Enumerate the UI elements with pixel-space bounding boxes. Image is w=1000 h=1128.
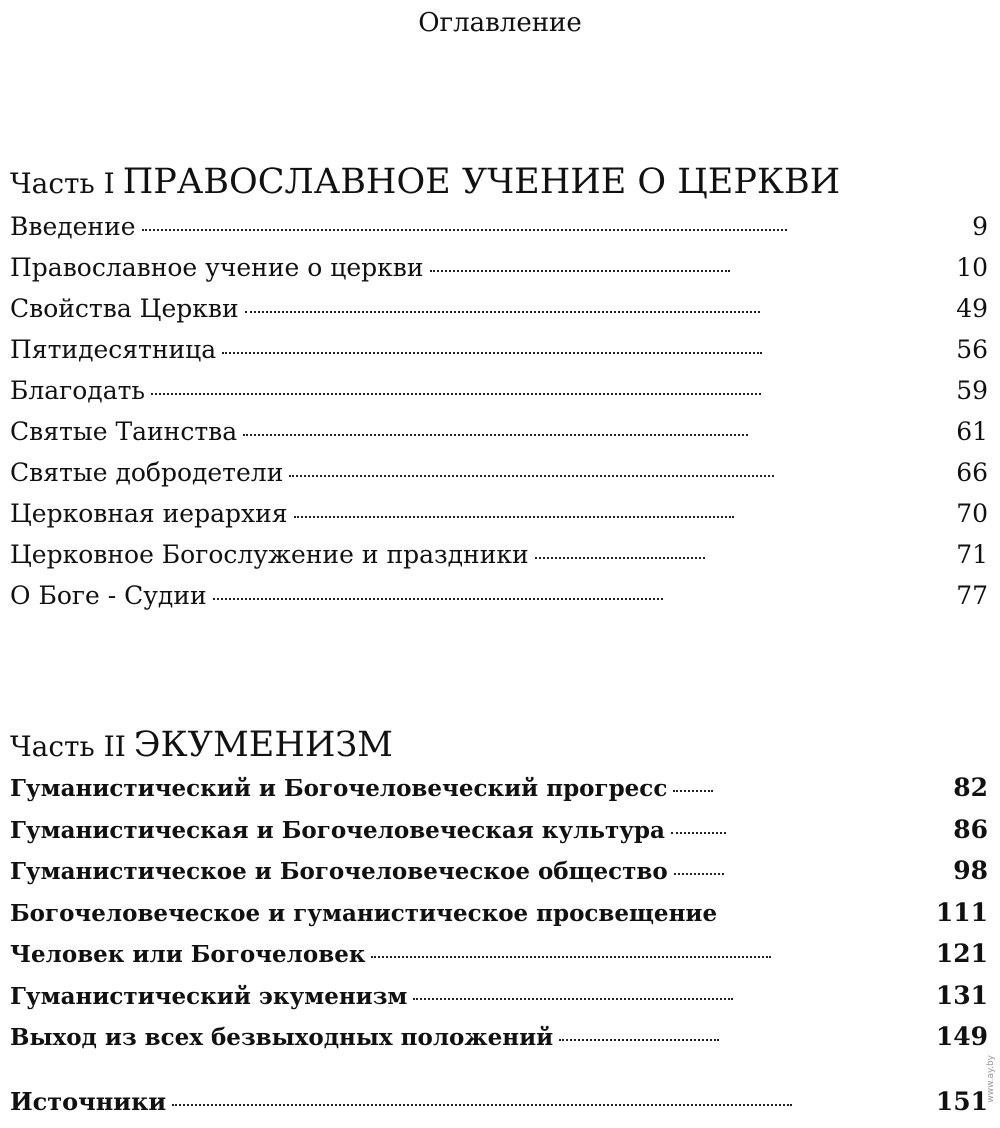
- entry-page: 131: [935, 980, 988, 1010]
- part-2-title: ЭКУМЕНИЗМ: [133, 725, 394, 765]
- toc-entry: [10, 335, 988, 376]
- entry-title: Богочеловеческое и гуманистическое просвещение: [10, 899, 718, 927]
- page-title: Оглавление: [418, 8, 582, 38]
- toc-entry: [10, 898, 988, 940]
- part-1-title: ПРАВОСЛАВНОЕ УЧЕНИЕ О ЦЕРКВИ: [122, 162, 841, 202]
- toc-entry: [10, 939, 988, 981]
- entry-title: Благодать: [10, 376, 146, 405]
- entry-title: Церковное Богослужение и праздники: [10, 540, 529, 569]
- part-2-prefix: Часть II: [10, 730, 126, 763]
- dot-leader: [151, 393, 761, 395]
- dot-leader: [371, 956, 771, 958]
- entry-title: Церковная иерархия: [10, 499, 288, 528]
- toc-entry: [10, 458, 988, 499]
- dot-leader: [245, 311, 760, 313]
- dot-leader: [535, 557, 705, 559]
- entry-page: 151: [935, 1087, 988, 1116]
- part-2-entries: [10, 773, 988, 1064]
- toc-entry: [10, 815, 988, 857]
- toc-entry: [10, 856, 988, 898]
- dot-leader: [142, 229, 787, 231]
- entry-title: Святые Таинства: [10, 417, 238, 446]
- entry-title: Свойства Церкви: [10, 294, 239, 323]
- entry-title: О Боге - Судии: [10, 581, 207, 610]
- entry-page: 71: [956, 540, 988, 569]
- dot-leader: [671, 832, 726, 834]
- toc-entry: [10, 376, 988, 417]
- entry-title: Православное учение о церкви: [10, 253, 424, 282]
- entry-title: Пятидесятница: [10, 335, 217, 364]
- toc-entry: [10, 540, 988, 581]
- entry-title: Введение: [10, 212, 136, 241]
- dot-leader: [674, 873, 724, 875]
- entry-page: 9: [972, 212, 988, 241]
- entry-page: 98: [953, 856, 988, 885]
- dot-leader: [294, 516, 734, 518]
- entry-title: Гуманистическое и Богочеловеческое общество: [10, 858, 668, 885]
- part-1-heading: [10, 162, 840, 202]
- entry-page: 56: [956, 335, 988, 364]
- dot-leader: [213, 598, 663, 600]
- entry-page: 70: [956, 499, 988, 528]
- dot-leader: [559, 1039, 719, 1041]
- entry-page: 82: [953, 773, 988, 802]
- entry-page: 111: [935, 897, 988, 927]
- toc-entry: [10, 212, 988, 253]
- entry-page: 149: [935, 1022, 988, 1051]
- entry-title: Человек или Богочеловек: [10, 941, 366, 968]
- toc-entry: [10, 294, 988, 335]
- entry-page: 59: [956, 376, 988, 405]
- entry-page: 66: [956, 458, 988, 487]
- toc-entry: [10, 499, 988, 540]
- toc-entry: [10, 1022, 988, 1064]
- entry-page: 61: [956, 417, 988, 446]
- dot-leader: [413, 998, 733, 1000]
- dot-leader: [222, 352, 762, 354]
- entry-page: 86: [953, 814, 988, 844]
- dot-leader: [289, 475, 774, 477]
- entry-page: 121: [935, 939, 988, 968]
- dot-leader: [430, 270, 730, 272]
- part-2-heading: [10, 725, 393, 765]
- dot-leader: [172, 1104, 792, 1106]
- toc-entry-sources: [10, 1087, 988, 1128]
- dot-leader: [673, 790, 713, 792]
- entry-title: Гуманистический экуменизм: [10, 982, 408, 1010]
- sources-entry-list: [10, 1087, 988, 1128]
- entry-title: Святые добродетели: [10, 458, 284, 487]
- toc-entry: [10, 417, 988, 458]
- toc-entry: [10, 253, 988, 294]
- entry-page: 77: [956, 581, 988, 610]
- watermark: www.ay.by: [986, 1055, 996, 1103]
- entry-page: 10: [956, 253, 988, 282]
- dot-leader: [243, 434, 748, 436]
- toc-entry: [10, 981, 988, 1023]
- entry-title: Выход из всех безвыходных положений: [10, 1024, 554, 1051]
- entry-page: 49: [956, 294, 988, 323]
- toc-entry: [10, 581, 988, 622]
- toc-entry: [10, 773, 988, 815]
- entry-title: Гуманистическая и Богочеловеческая культура: [10, 816, 665, 844]
- part-1-prefix: Часть I: [10, 167, 115, 200]
- entry-title: Гуманистический и Богочеловеческий прогресс: [10, 775, 668, 802]
- part-1-entries: [10, 212, 988, 622]
- entry-title: Источники: [10, 1087, 167, 1116]
